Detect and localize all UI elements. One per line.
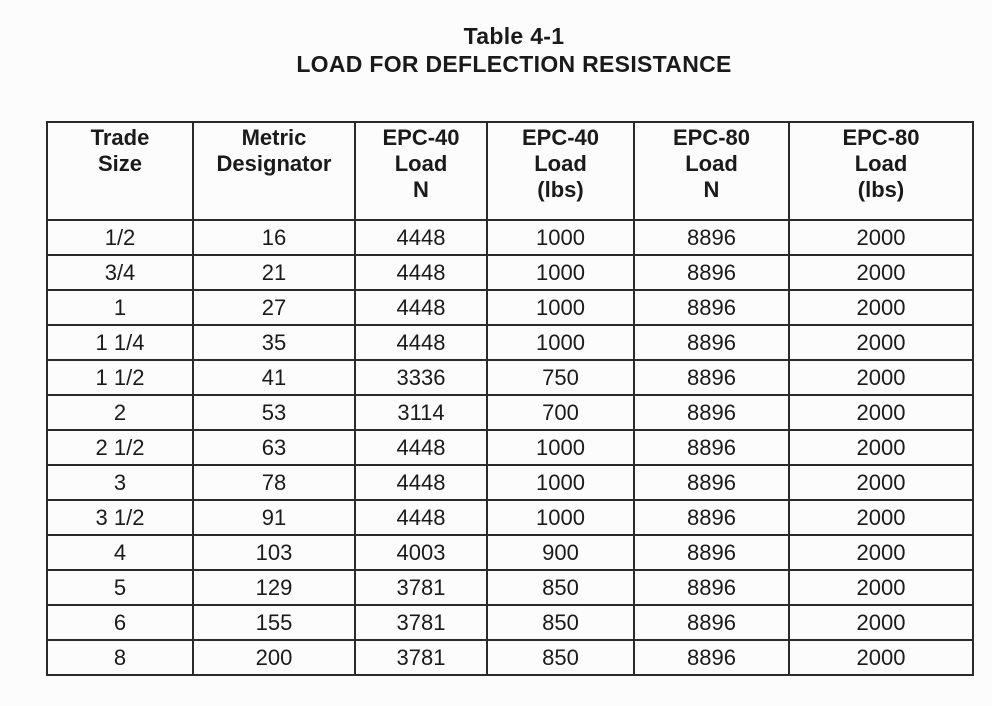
cell-epc80-load-n: 8896: [634, 465, 789, 500]
cell-epc80-load-n: 8896: [634, 395, 789, 430]
cell-epc40-load-lbs: 750: [487, 360, 634, 395]
cell-metric-designator: 63: [193, 430, 355, 465]
cell-metric-designator: 78: [193, 465, 355, 500]
table-row: [47, 395, 973, 430]
cell-epc40-load-n: 3781: [355, 640, 487, 675]
cell-epc80-load-n: 8896: [634, 325, 789, 360]
cell-epc40-load-n: 3781: [355, 570, 487, 605]
table-row: [47, 290, 973, 325]
cell-epc80-load-lbs: 2000: [789, 220, 973, 255]
header-epc80-load-n: EPC-80 Load N: [634, 122, 789, 220]
cell-epc40-load-lbs: 850: [487, 640, 634, 675]
cell-epc80-load-lbs: 2000: [789, 290, 973, 325]
cell-trade-size: 3 1/2: [47, 500, 193, 535]
table-row: [47, 465, 973, 500]
cell-epc40-load-lbs: 1000: [487, 255, 634, 290]
cell-epc80-load-lbs: 2000: [789, 430, 973, 465]
cell-trade-size: 4: [47, 535, 193, 570]
cell-epc80-load-lbs: 2000: [789, 605, 973, 640]
table-row: [47, 500, 973, 535]
cell-epc80-load-n: 8896: [634, 535, 789, 570]
cell-trade-size: 3: [47, 465, 193, 500]
table-row: [47, 605, 973, 640]
cell-trade-size: 1/2: [47, 220, 193, 255]
cell-epc40-load-n: 4003: [355, 535, 487, 570]
cell-epc80-load-lbs: 2000: [789, 465, 973, 500]
header-trade-size: Trade Size: [47, 122, 193, 220]
cell-epc40-load-n: 4448: [355, 255, 487, 290]
cell-metric-designator: 103: [193, 535, 355, 570]
deflection-load-table: [46, 121, 974, 676]
header-row: [47, 122, 973, 220]
cell-epc80-load-lbs: 2000: [789, 395, 973, 430]
cell-epc80-load-n: 8896: [634, 220, 789, 255]
cell-metric-designator: 41: [193, 360, 355, 395]
cell-epc80-load-n: 8896: [634, 500, 789, 535]
cell-epc80-load-n: 8896: [634, 360, 789, 395]
cell-metric-designator: 200: [193, 640, 355, 675]
table-row: [47, 570, 973, 605]
cell-metric-designator: 129: [193, 570, 355, 605]
cell-epc40-load-n: 4448: [355, 430, 487, 465]
cell-epc80-load-n: 8896: [634, 430, 789, 465]
cell-trade-size: 1 1/2: [47, 360, 193, 395]
table-row: [47, 220, 973, 255]
table-number: Table 4-1: [463, 23, 565, 49]
cell-epc40-load-lbs: 850: [487, 570, 634, 605]
cell-trade-size: 5: [47, 570, 193, 605]
cell-trade-size: 1 1/4: [47, 325, 193, 360]
cell-epc80-load-lbs: 2000: [789, 360, 973, 395]
cell-epc40-load-lbs: 1000: [487, 290, 634, 325]
cell-metric-designator: 91: [193, 500, 355, 535]
cell-metric-designator: 155: [193, 605, 355, 640]
table-row: [47, 255, 973, 290]
cell-trade-size: 1: [47, 290, 193, 325]
cell-epc80-load-n: 8896: [634, 605, 789, 640]
cell-epc80-load-lbs: 2000: [789, 570, 973, 605]
header-metric-designator: Metric Designator: [193, 122, 355, 220]
table-row: [47, 360, 973, 395]
cell-epc80-load-n: 8896: [634, 255, 789, 290]
cell-epc40-load-lbs: 850: [487, 605, 634, 640]
cell-epc40-load-n: 3336: [355, 360, 487, 395]
cell-epc80-load-lbs: 2000: [789, 640, 973, 675]
cell-trade-size: 6: [47, 605, 193, 640]
cell-metric-designator: 21: [193, 255, 355, 290]
cell-epc80-load-lbs: 2000: [789, 500, 973, 535]
cell-epc80-load-lbs: 2000: [789, 325, 973, 360]
table-row: [47, 430, 973, 465]
cell-metric-designator: 16: [193, 220, 355, 255]
cell-epc40-load-n: 4448: [355, 290, 487, 325]
cell-trade-size: 3/4: [47, 255, 193, 290]
cell-epc80-load-n: 8896: [634, 290, 789, 325]
cell-epc80-load-lbs: 2000: [789, 255, 973, 290]
table-row: [47, 535, 973, 570]
cell-epc40-load-lbs: 700: [487, 395, 634, 430]
cell-epc40-load-lbs: 1000: [487, 465, 634, 500]
cell-epc40-load-lbs: 1000: [487, 430, 634, 465]
cell-epc40-load-n: 4448: [355, 220, 487, 255]
cell-trade-size: 2 1/2: [47, 430, 193, 465]
header-epc80-load-lbs: EPC-80 Load (lbs): [789, 122, 973, 220]
table-title: LOAD FOR DEFLECTION RESISTANCE: [296, 51, 732, 77]
cell-epc40-load-n: 3114: [355, 395, 487, 430]
table-row: [47, 640, 973, 675]
cell-epc40-load-lbs: 900: [487, 535, 634, 570]
header-epc40-load-n: EPC-40 Load N: [355, 122, 487, 220]
cell-epc40-load-n: 4448: [355, 465, 487, 500]
cell-metric-designator: 35: [193, 325, 355, 360]
header-epc40-load-lbs: EPC-40 Load (lbs): [487, 122, 634, 220]
table-caption: [0, 22, 992, 78]
cell-epc80-load-n: 8896: [634, 570, 789, 605]
cell-epc40-load-lbs: 1000: [487, 500, 634, 535]
cell-epc40-load-lbs: 1000: [487, 325, 634, 360]
cell-trade-size: 8: [47, 640, 193, 675]
cell-metric-designator: 53: [193, 395, 355, 430]
cell-epc80-load-lbs: 2000: [789, 535, 973, 570]
cell-epc40-load-n: 4448: [355, 500, 487, 535]
table-row: [47, 325, 973, 360]
cell-epc80-load-n: 8896: [634, 640, 789, 675]
cell-metric-designator: 27: [193, 290, 355, 325]
cell-trade-size: 2: [47, 395, 193, 430]
cell-epc40-load-n: 3781: [355, 605, 487, 640]
cell-epc40-load-n: 4448: [355, 325, 487, 360]
cell-epc40-load-lbs: 1000: [487, 220, 634, 255]
